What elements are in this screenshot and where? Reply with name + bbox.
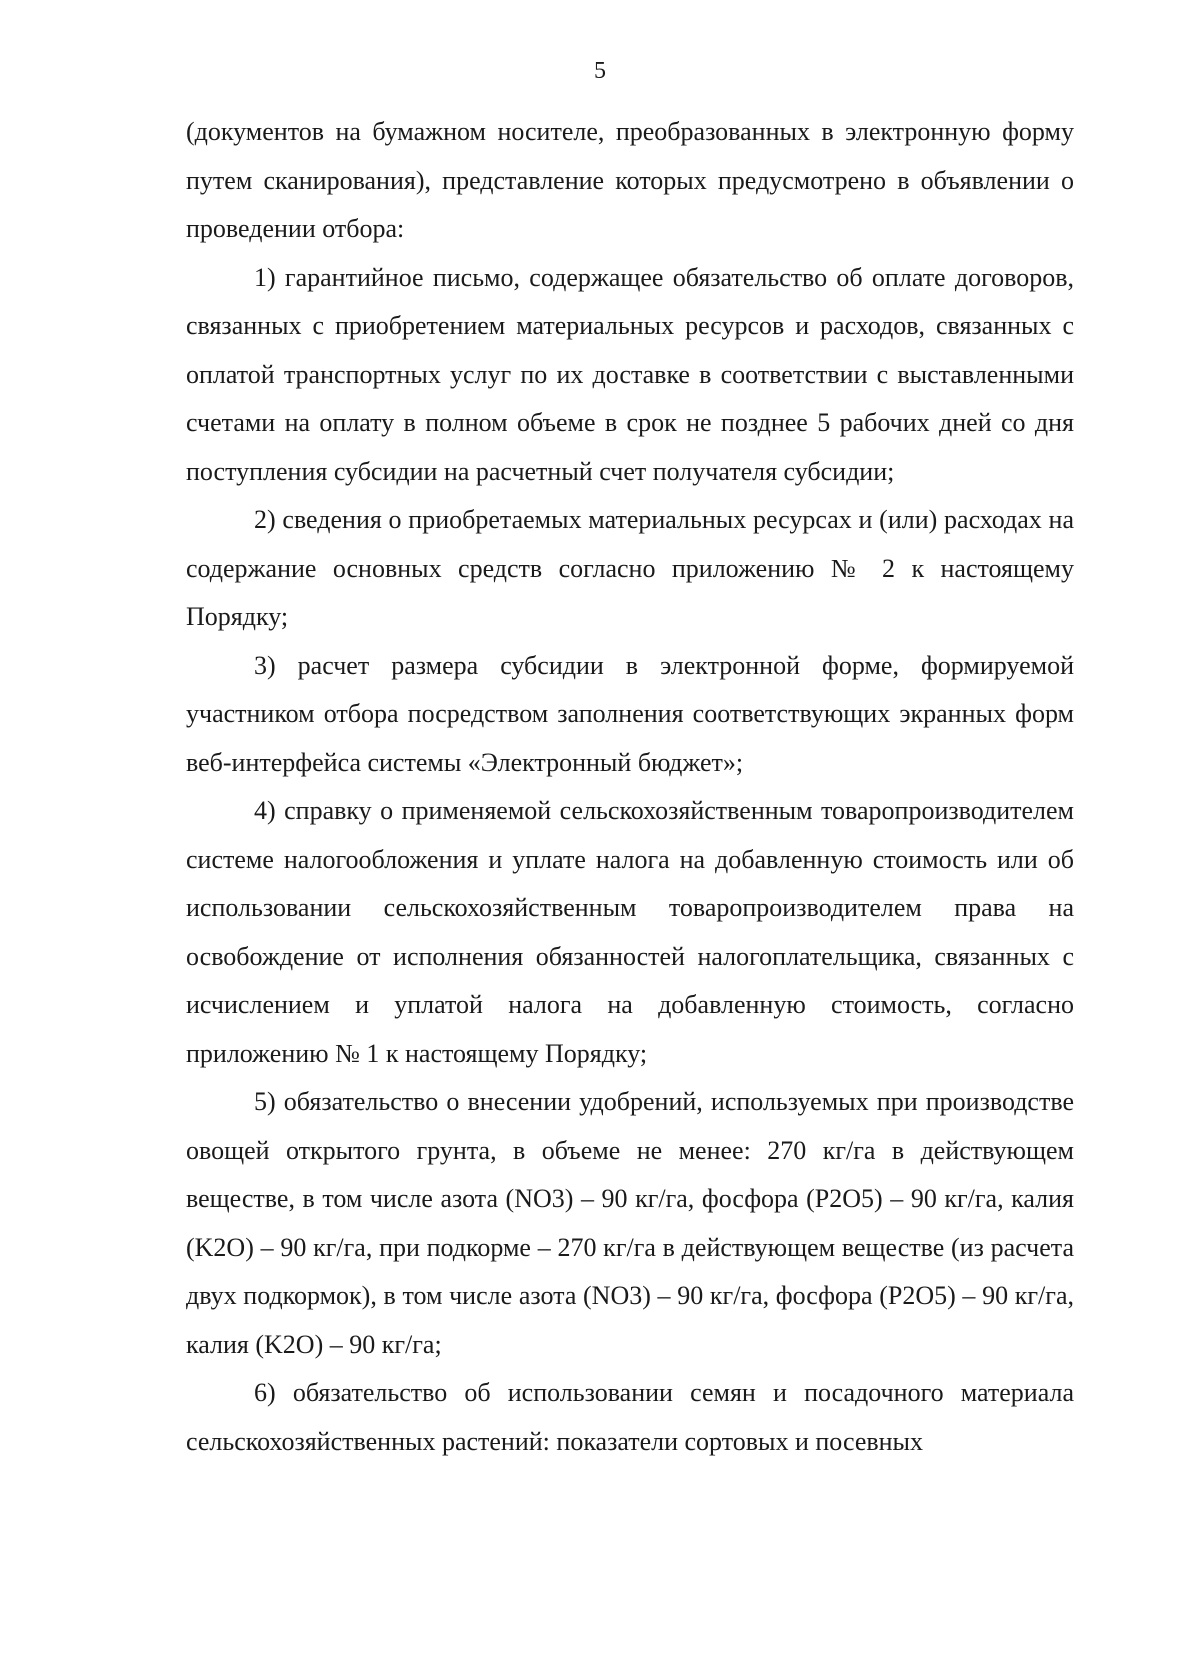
document-body	[186, 108, 1074, 1466]
paragraph-intro: (документов на бумажном носителе, преобразованных в электронную форму путем сканирования), представление которых предусмотрено в объявлении о проведении отбора:	[186, 117, 1074, 243]
paragraph-item-6: 6) обязательство об использовании семян и посадочного материала сельскохозяйственных растений: показатели сортовых и посевных	[186, 1378, 1074, 1456]
paragraph-item-2: 2) сведения о приобретаемых материальных ресурсах и (или) расходах на содержание основных средств согласно приложению № 2 к настоящему Порядку;	[186, 505, 1074, 631]
paragraph-item-4: 4) справку о применяемой сельскохозяйственным товаропроизводителем системе налогообложения и уплате налога на добавленную стоимость или об использовании сельскохозяйственным товаропроизводителем права на освобождение от исполнения обязанностей налогоплательщика, связанных с исчислением и уплатой налога на добавленную стоимость, согласно приложению № 1 к настоящему Порядку;	[186, 796, 1074, 1068]
paragraph-item-3: 3) расчет размера субсидии в электронной форме, формируемой участником отбора посредством заполнения соответствующих экранных форм веб-интерфейса системы «Электронный бюджет»;	[186, 650, 1074, 777]
page-number: 5	[594, 58, 606, 84]
paragraph-item-5: 5) обязательство о внесении удобрений, используемых при производстве овощей открытого грунта, в объеме не менее: 270 кг/га в действующем веществе, в том числе азота (NO3) – 90 кг/га, фосфора (P2O5) – 90 кг/га, калия (K2O) – 90 кг/га, при подкорме – 270 кг/га в действующем веществе (из расчета двух подкормок), в том числе азота (NO3) – 90 кг/га, фосфора (P2O5) – 90 кг/га, калия (K2O) – 90 кг/га;	[186, 1087, 1074, 1359]
paragraph-item-1: 1) гарантийное письмо, содержащее обязательство об оплате договоров, связанных с приобретением материальных ресурсов и расходов, связанных с оплатой транспортных услуг по их доставке в соответствии с выставленными счетами на оплату в полном объеме в срок не позднее 5 рабочих дней со дня поступления субсидии на расчетный счет получателя субсидии;	[186, 262, 1074, 486]
